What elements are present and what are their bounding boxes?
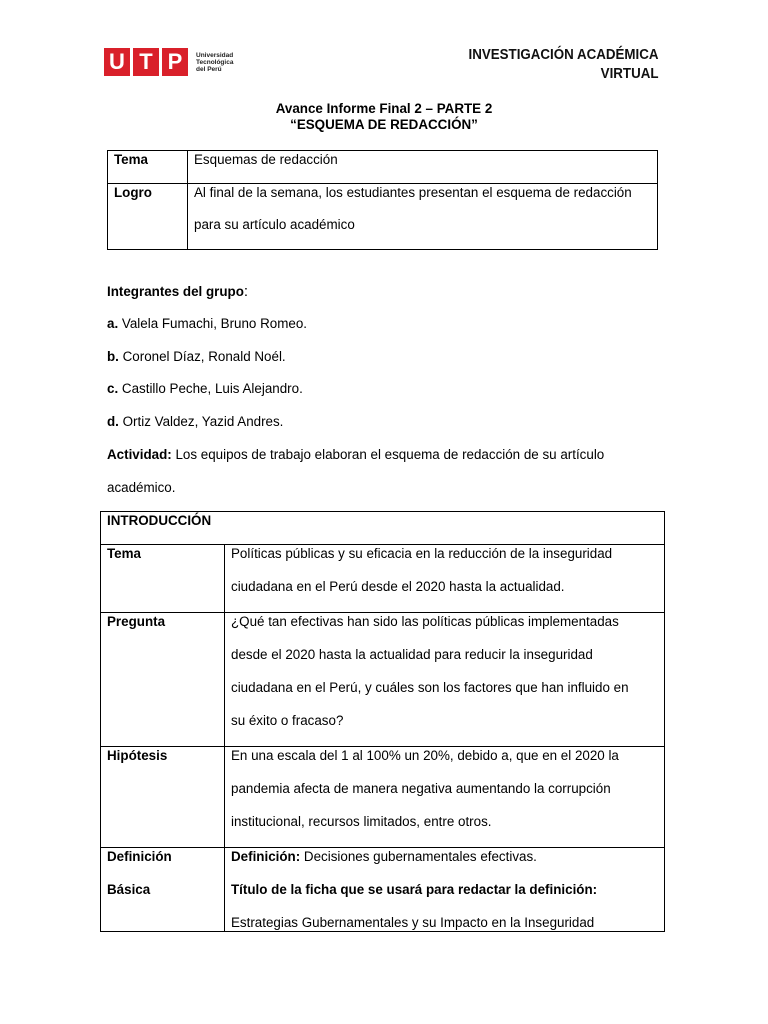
header-course-name: INVESTIGACIÓN ACADÉMICA VIRTUAL: [468, 47, 658, 82]
info-table: [107, 150, 658, 250]
intro-hipotesis-value: En una escala del 1 al 100% un 20%, debido a, que en el 2020 la pandemia afecta de manera negativa aumentando la corrupción institucional, recursos limitados, entre otros.: [225, 747, 665, 848]
document-title: Avance Informe Final 2 – PARTE 2: [275, 101, 493, 116]
intro-tema-value: Políticas públicas y su eficacia en la reducción de la inseguridad ciudadana en el Perú desde el 2020 hasta la actualidad.: [225, 545, 665, 613]
list-item: c. Castillo Peche, Luis Alejandro.: [107, 381, 303, 396]
table-row: [108, 151, 658, 184]
intro-tema-label: Tema: [101, 545, 225, 613]
table-row: [108, 184, 658, 250]
intro-pregunta-label: Pregunta: [101, 613, 225, 747]
logo-letter-t: T: [133, 48, 159, 76]
logo-letter-u: U: [104, 48, 130, 76]
tema-value: Esquemas de redacción: [188, 151, 658, 184]
table-row: [101, 512, 665, 545]
utp-logo: [104, 47, 233, 77]
list-item: d. Ortiz Valdez, Yazid Andres.: [107, 414, 284, 429]
logo-university-name: Universidad Tecnológica del Perú: [196, 51, 234, 73]
tema-label: Tema: [108, 151, 188, 184]
list-item: a. Valela Fumachi, Bruno Romeo.: [107, 316, 307, 331]
table-row: [101, 545, 665, 613]
activity-paragraph-cont: académico.: [107, 480, 176, 495]
table-row: [101, 848, 665, 932]
intro-definicion-label: Definición Básica: [101, 848, 225, 932]
table-row: [101, 613, 665, 747]
intro-definicion-value: Definición: Decisiones gubernamentales efectivas. Título de la ficha que se usará para redactar la definición: Estrategias Gubernamentales y su Impacto en la Inseguridad: [225, 848, 665, 932]
intro-hipotesis-label: Hipótesis: [101, 747, 225, 848]
introduction-header: INTRODUCCIÓN: [101, 512, 665, 545]
list-item: b. Coronel Díaz, Ronald Noél.: [107, 349, 286, 364]
activity-paragraph: Actividad: Los equipos de trabajo elaboran el esquema de redacción de su artículo: [107, 447, 605, 462]
group-heading: Integrantes del grupo:: [107, 283, 249, 300]
introduction-table: [100, 511, 665, 932]
intro-pregunta-value: ¿Qué tan efectivas han sido las políticas públicas implementadas desde el 2020 hasta la actualidad para reducir la inseguridad ciudadana en el Perú, y cuáles son los factores que han influido en su éxito o fracaso?: [225, 613, 665, 747]
logro-label: Logro: [108, 184, 188, 250]
table-row: [101, 747, 665, 848]
document-subtitle: “ESQUEMA DE REDACCIÓN”: [290, 117, 478, 132]
logo-letter-p: P: [162, 48, 188, 76]
logro-value: Al final de la semana, los estudiantes presentan el esquema de redacción para su artículo académico: [188, 184, 658, 250]
